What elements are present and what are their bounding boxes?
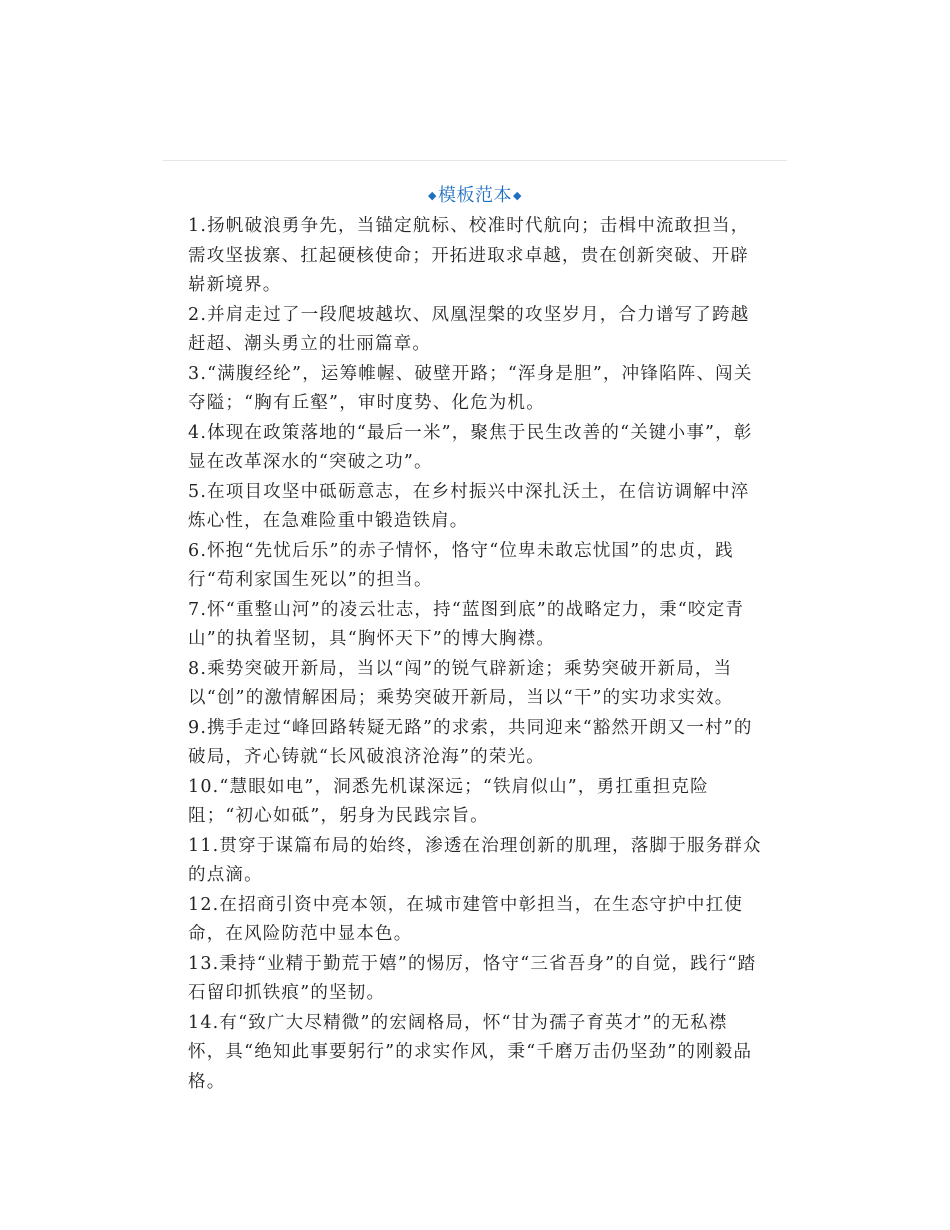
list-item: 11.贯穿于谋篇布局的始终，渗透在治理创新的肌理，落脚于服务群众的点滴。 — [188, 835, 762, 885]
list-item: 10.“慧眼如电”，洞悉先机谋深远；“铁肩似山”，勇扛重担克险阻；“初心如砥”，躬身为民践宗旨。 — [188, 776, 709, 826]
section-heading — [163, 184, 787, 208]
template-list — [188, 212, 764, 1097]
top-divider — [163, 160, 787, 161]
list-item: 9.携手走过“峰回路转疑无路”的求索，共同迎来“豁然开朗又一村”的破局，齐心铸就“长风破浪济沧海”的荣光。 — [188, 717, 753, 767]
list-item: 7.怀“重整山河”的凌云壮志，持“蓝图到底”的战略定力，秉“咬定青山”的执着坚韧，具“胸怀天下”的博大胸襟。 — [188, 599, 745, 649]
list-item: 6.怀抱“先忧后乐”的赤子情怀，恪守“位卑未敢忘忧国”的忠贞，践行“苟利家国生死以”的担当。 — [188, 540, 734, 590]
list-item: 12.在招商引资中亮本领，在城市建管中彰担当，在生态守护中扛使命，在风险防范中显本色。 — [188, 894, 744, 944]
list-item: 2.并肩走过了一段爬坡越坎、凤凰涅槃的攻坚岁月，合力谱写了跨越赶超、潮头勇立的壮丽篇章。 — [188, 304, 750, 354]
diamond-right-icon: ◆ — [513, 189, 522, 202]
section-heading-title: 模板范本 — [438, 185, 512, 206]
list-item: 14.有“致广大尽精微”的宏阔格局，怀“甘为孺子育英才”的无私襟怀，具“绝知此事要躬行”的求实作风，秉“千磨万击仍坚劲”的刚毅品格。 — [188, 1012, 753, 1092]
list-item: 1.扬帆破浪勇争先，当锚定航标、校准时代航向；击楫中流敢担当，需攻坚拔寨、扛起硬核使命；开拓进取求卓越，贵在创新突破、开辟崭新境界。 — [188, 216, 750, 295]
list-item: 13.秉持“业精于勤荒于嬉”的惕厉，恪守“三省吾身”的自觉，践行“踏石留印抓铁痕”的坚韧。 — [188, 953, 757, 1003]
list-item: 4.体现在政策落地的“最后一米”，聚焦于民生改善的“关键小事”，彰显在改革深水的“突破之功”。 — [188, 422, 753, 472]
list-item: 5.在项目攻坚中砥砺意志，在乡村振兴中深扎沃土，在信访调解中淬炼心性，在急难险重中锻造铁肩。 — [188, 481, 750, 531]
list-item: 3.“满腹经纶”，运筹帷幄、破壁开路；“浑身是胆”，冲锋陷阵、闯关夺隘；“胸有丘壑”，审时度势、化危为机。 — [188, 363, 753, 413]
list-item: 8.乘势突破开新局，当以“闯”的锐气辟新途；乘势突破开新局，当以“创”的激情解困局；乘势突破开新局，当以“干”的实功求实效。 — [188, 658, 734, 708]
diamond-left-icon: ◆ — [428, 189, 437, 202]
